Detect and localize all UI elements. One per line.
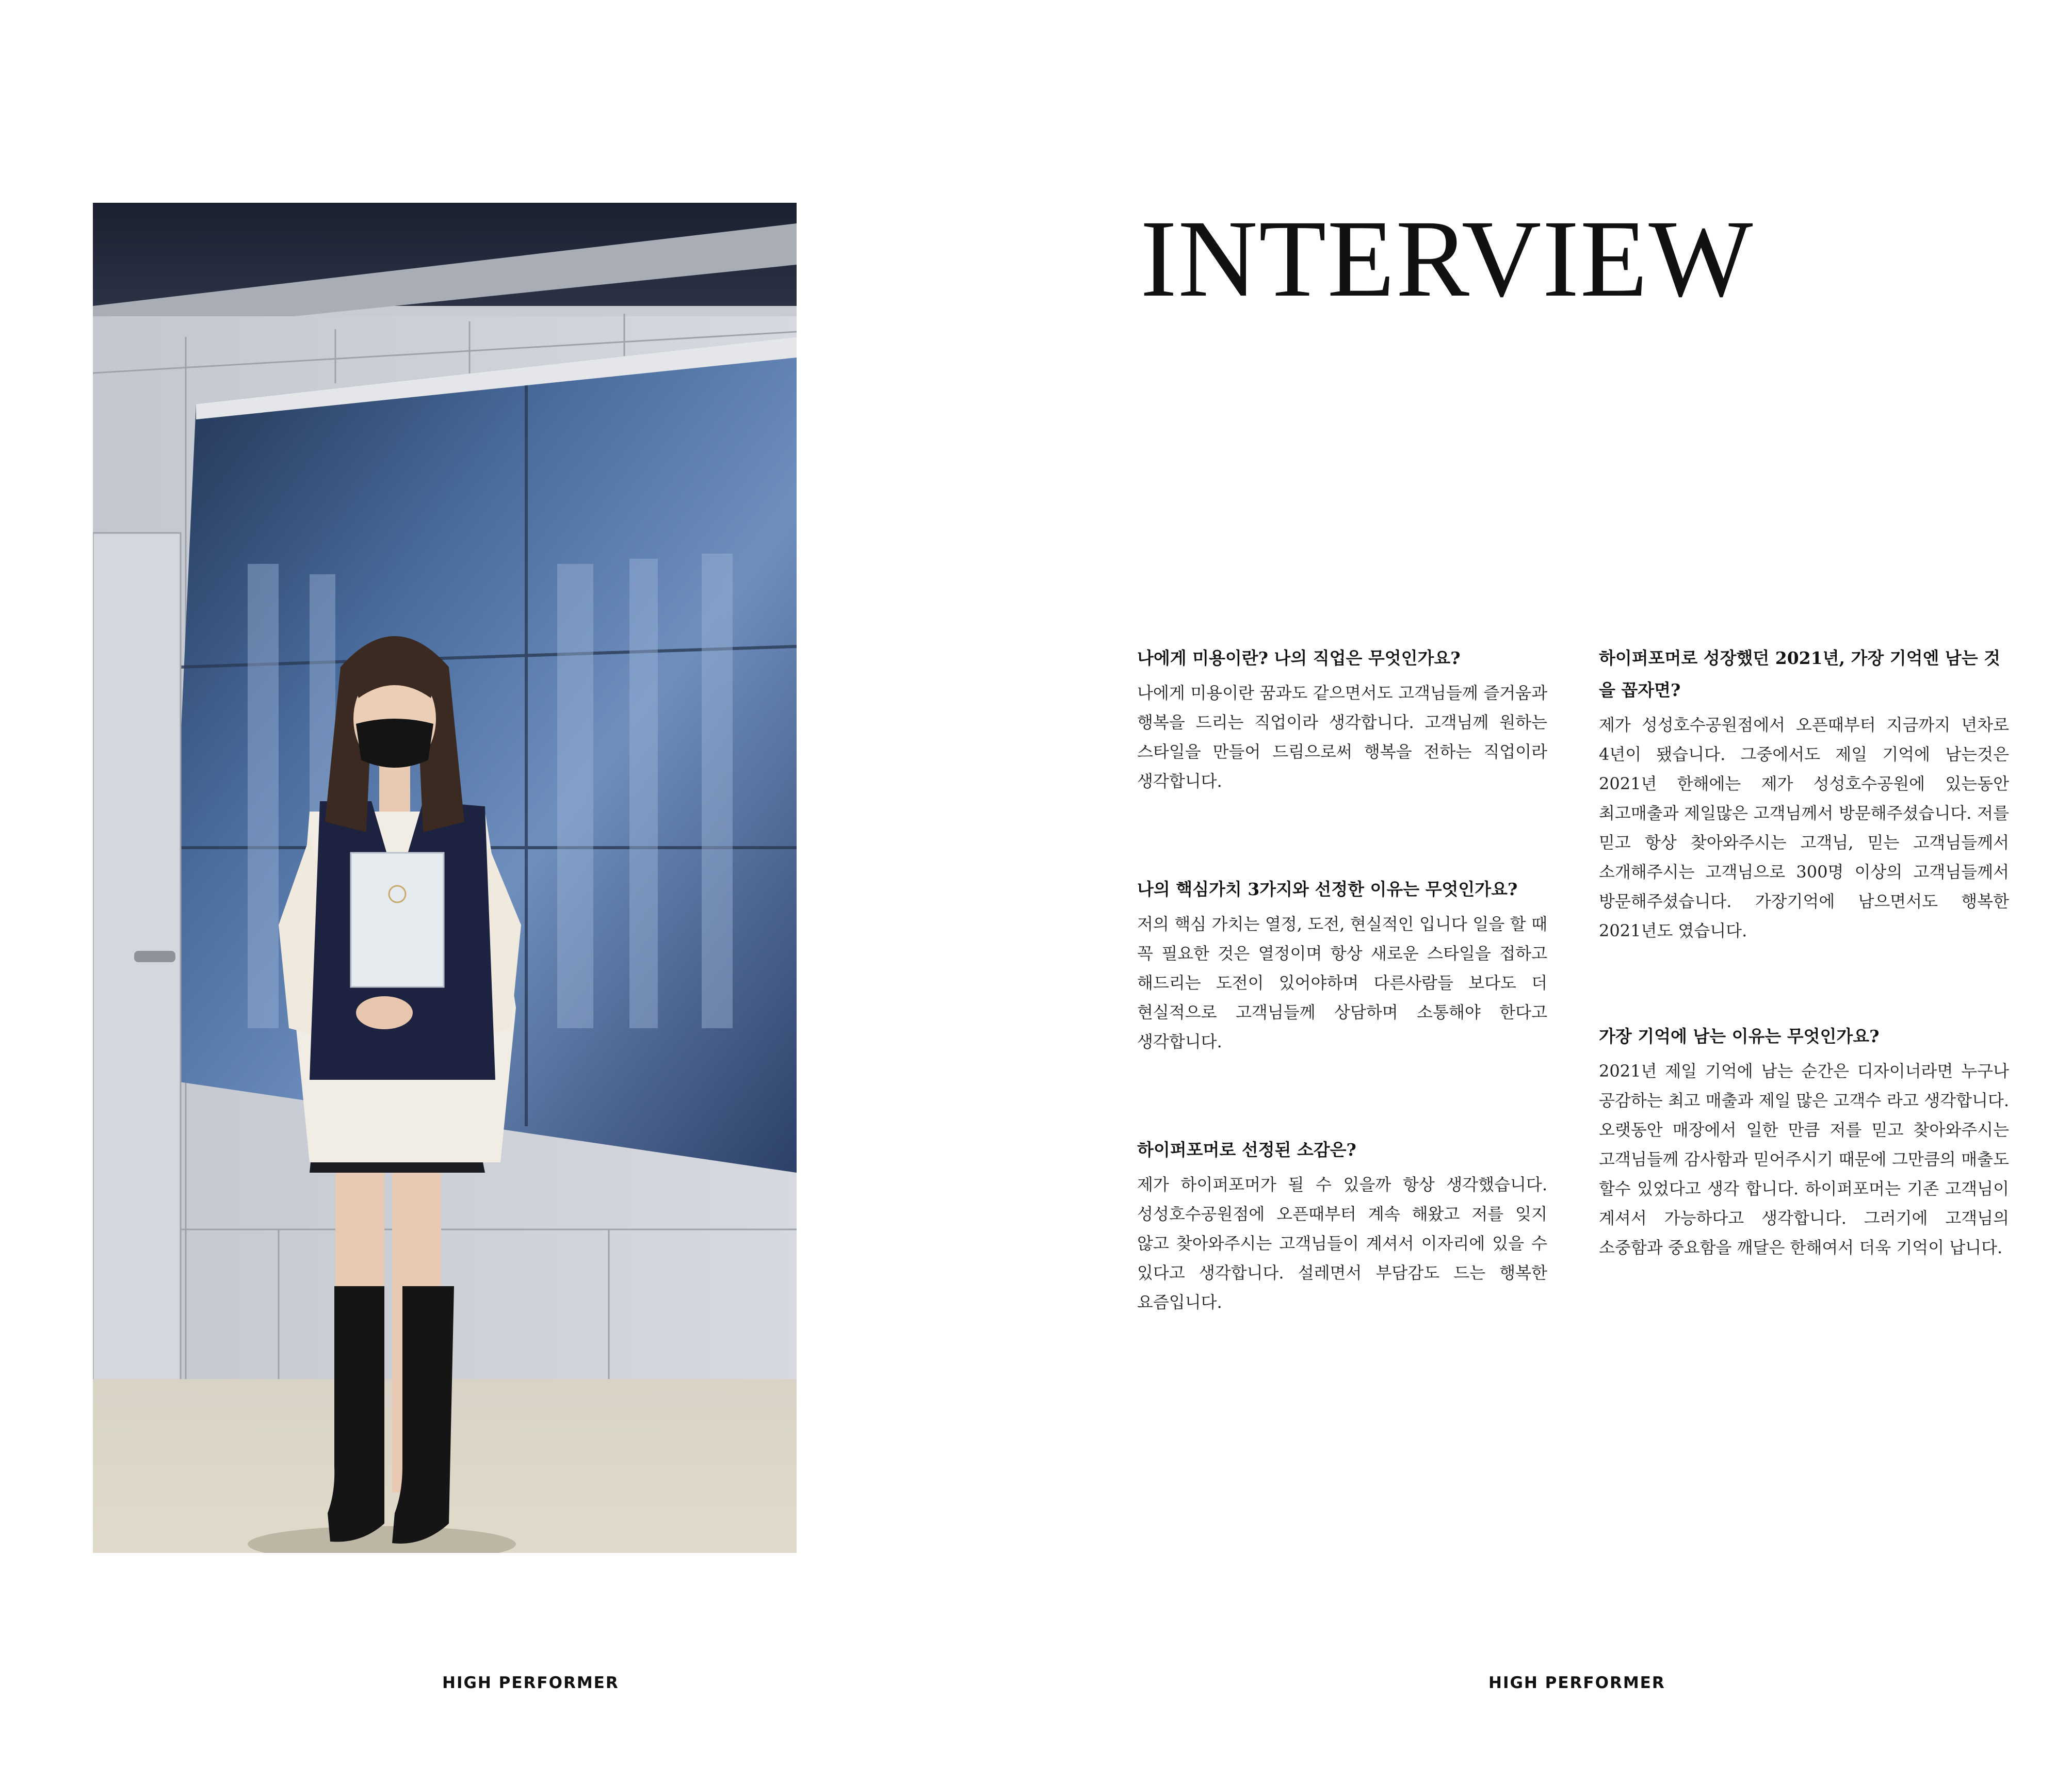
question-text: 하이퍼포머로 성장했던 2021년, 가장 기억엔 남는 것을 꼽자면? bbox=[1599, 648, 2000, 700]
answer-text: 나에게 미용이란 꿈과도 같으면서도 고객님들께 즐거움과 행복을 드리는 직업이라 생각합니다. 고객님께 원하는 스타일을 만들어 드림으로써 행복을 전하는 직업이라 생각합니다. bbox=[1137, 683, 1547, 791]
question-text: 가장 기억에 남는 이유는 무엇인가요? bbox=[1599, 1026, 1880, 1046]
qa-item bbox=[1599, 642, 2009, 946]
portrait-photo bbox=[93, 203, 797, 1553]
interview-column-left bbox=[1137, 642, 1547, 1317]
qa-item bbox=[1137, 1134, 1547, 1317]
question-text: 나에게 미용이란? 나의 직업은 무엇인가요? bbox=[1137, 648, 1461, 668]
qa-item bbox=[1137, 873, 1547, 1057]
answer-text: 제가 하이퍼포머가 될 수 있을까 항상 생각했습니다. 성성호수공원점에 오픈때부터 계속 해왔고 저를 잊지 않고 찾아와주시는 고객님들이 계셔서 이자리에 있을 수 있다고 생각합니다. 설레면서 부담감도 드는 행복한 요즘입니다. bbox=[1137, 1175, 1547, 1312]
interview-column-right bbox=[1599, 642, 2009, 1262]
answer-text: 제가 성성호수공원점에서 오픈때부터 지금까지 년차로 4년이 됐습니다. 그중에서도 제일 기억에 남는것은 2021년 한해에는 제가 성성호수공원에 있는동안 최고매출과 제일많은 고객님께서 방문해주셨습니다. 저를 믿고 항상 찾아와주시는 고객님, 믿는 고객님들께서 소개해주시는 고객님으로 300명 이상의 고객님들께서 방문해주셨습니다. 가장기억에 남으면서도 행복한 2021년도 였습니다. bbox=[1599, 715, 2009, 941]
qa-item bbox=[1599, 1020, 2009, 1262]
question-text: 나의 핵심가치 3가지와 선정한 이유는 무엇인가요? bbox=[1137, 879, 1518, 899]
footer-right-label: HIGH PERFORMER bbox=[1488, 1674, 1665, 1692]
answer-text: 저의 핵심 가치는 열정, 도전, 현실적인 입니다 일을 할 때 꼭 필요한 것은 열정이며 항상 새로운 스타일을 접하고 해드리는 도전이 있어야하며 다른사람들 보다도 더 현실적으로 고객님들께 상담하며 소통해야 한다고 생각합니다. bbox=[1137, 914, 1547, 1051]
question-text: 하이퍼포머로 선정된 소감은? bbox=[1137, 1140, 1356, 1160]
footer-left-label: HIGH PERFORMER bbox=[442, 1674, 619, 1692]
page-title: INTERVIEW bbox=[1140, 198, 1754, 320]
answer-text: 2021년 제일 기억에 남는 순간은 디자이너라면 누구나 공감하는 최고 매출과 제일 많은 고객수 라고 생각합니다. 오랫동안 매장에서 일한 만큼 저를 믿고 찾아와주시는 고객님들께 감사함과 믿어주시기 때문에 그만큼의 매출도 할수 있었다고 생각 합니다. 하이퍼포머는 기존 고객님이 계셔서 가능하다고 생각합니다. 그러기에 고객님의 소중함과 중요함을 깨달은 한해여서 더욱 기억이 납니다. bbox=[1599, 1061, 2009, 1257]
portrait-photo-illustration bbox=[93, 203, 797, 1553]
qa-item bbox=[1137, 642, 1547, 796]
